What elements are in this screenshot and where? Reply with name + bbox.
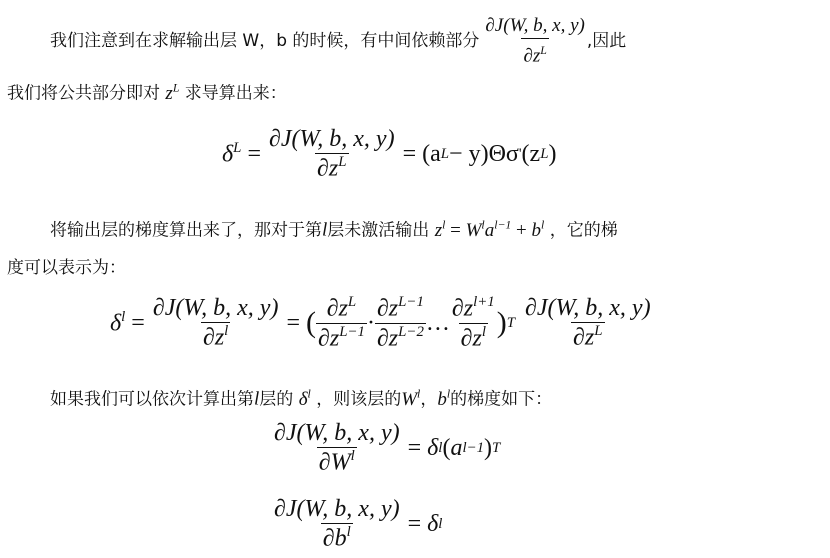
equation-grad-W: $\frac{\partial J(W, b, x, y)}{\partial W^l}$ = δ l ( a l−1 ) T <box>274 420 501 476</box>
partial-fraction-dJ-dzL <box>483 14 586 69</box>
paragraph-line-1 <box>50 14 626 69</box>
paragraph-text-tail: ,因此 <box>586 31 627 52</box>
inline-math-zl-def: $z^l = W^la^{l-1} + b^l$ <box>434 218 545 241</box>
paragraph-line-3: 将输出层的梯度算出来了，那对于第l层未激活输出 $z^l = W^la^{l-1} + b^l$ ，它的梯 <box>50 218 618 241</box>
equation-delta-L: $\delta^L$ = $\frac{\partial J(W, b, x, y)}{\partial z^L}$ = (a L − y)Θσ ' (z L ) <box>222 126 557 182</box>
paragraph-line-2 <box>7 76 287 106</box>
equation-fraction: $\frac{\partial J(W, b, x, y)}{\partial z^L}$ <box>268 126 395 182</box>
fraction-denominator: $\partial z^L$ <box>521 38 548 69</box>
paragraph-text: 求导算出来： <box>184 83 287 104</box>
equation-delta-l: $\delta^l$ = $\frac{\partial J(W, b, x, y)}{\partial z^l}$ = ( $\frac{\partial z^L}{\partial z^{L-1}}$ · $\frac{\partial z^{L-1}}{\partial z^{L-2}}$ … $\frac{\partial z^{l+1}}{\partial z^l}$ ) T $\frac{\partial J(W, b, x, y)}{\partial z^L}$ <box>110 294 651 352</box>
paragraph-line-5: 如果我们可以依次计算出第l层的 $\delta^l$ ，则该层的$W^l$，$b^l$的梯度如下： <box>50 387 553 410</box>
paragraph-text: 我们注意到在求解输出层 W，b 的时候，有中间依赖部分 <box>50 31 480 52</box>
inline-math-zL: $z^L$ <box>165 81 180 104</box>
fraction-numerator: ∂J(W, b, x, y) <box>485 15 585 36</box>
paragraph-text: 我们将公共部分即对 <box>7 83 160 104</box>
equation-grad-b: $\frac{\partial J(W, b, x, y)}{\partial b^l}$ = δ l <box>274 496 443 552</box>
delta-symbol: $\delta^L$ <box>222 140 242 168</box>
paragraph-line-4: 度可以表示为： <box>7 258 126 278</box>
delta-symbol: $\delta^l$ <box>110 308 126 337</box>
